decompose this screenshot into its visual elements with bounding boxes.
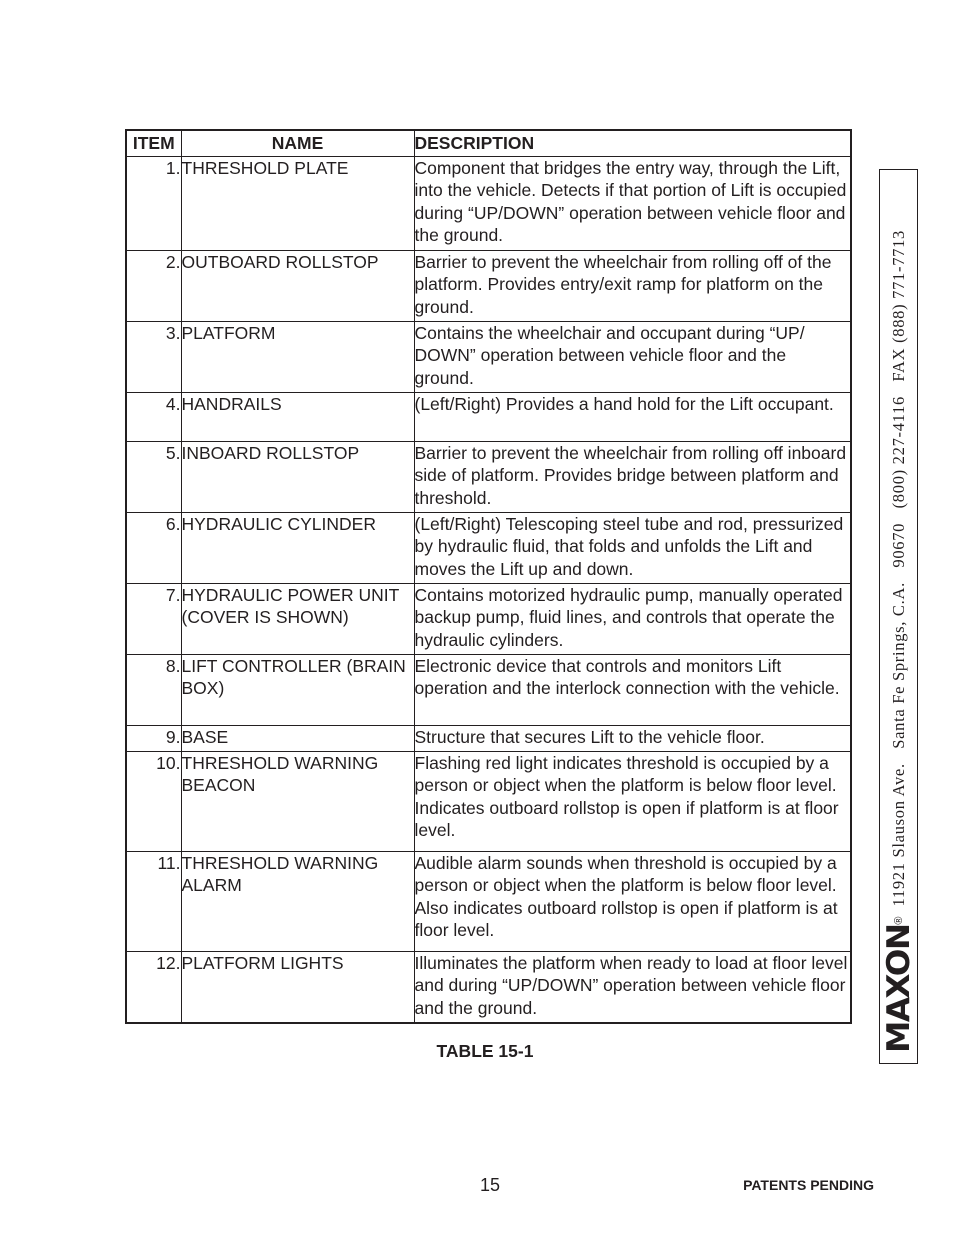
company-address: 11921 Slauson Ave. Santa Fe Springs, C.A. 90670 (800) 227-4116 FAX (888) 771-7713 — [888, 229, 908, 906]
item-name: PLATFORM LIGHTS — [181, 952, 414, 1023]
table-row — [126, 442, 851, 513]
item-description: Barrier to prevent the wheelchair from rolling off of the platform. Provides entry/exit ramp for platform on the ground. — [414, 251, 851, 322]
maxon-logo: MAXON — [880, 923, 916, 1053]
patents-pending-note: PATENTS PENDING — [743, 1177, 874, 1193]
item-description: Electronic device that controls and monitors Lift operation and the interlock connection with the vehicle. — [414, 655, 851, 726]
item-number: 7. — [126, 584, 181, 655]
registered-mark: ® — [892, 915, 905, 925]
table-row — [126, 726, 851, 752]
company-sidebar — [879, 169, 918, 1064]
item-description: Contains the wheelchair and occupant during “UP/ DOWN” operation between vehicle floor and the ground. — [414, 322, 851, 393]
table-row — [126, 157, 851, 251]
table-row — [126, 322, 851, 393]
item-number: 5. — [126, 442, 181, 513]
item-number: 10. — [126, 752, 181, 852]
item-name: LIFT CONTROLLER (BRAIN BOX) — [181, 655, 414, 726]
table-row — [126, 952, 851, 1023]
item-description: (Left/Right) Provides a hand hold for the Lift occupant. — [414, 393, 851, 442]
item-number: 6. — [126, 513, 181, 584]
item-number: 9. — [126, 726, 181, 752]
item-number: 3. — [126, 322, 181, 393]
item-number: 4. — [126, 393, 181, 442]
parts-table — [125, 129, 852, 1024]
table-row — [126, 393, 851, 442]
table-caption: TABLE 15-1 — [436, 1041, 534, 1061]
table-row — [126, 752, 851, 852]
item-name: PLATFORM — [181, 322, 414, 393]
table-row — [126, 584, 851, 655]
header-description: DESCRIPTION — [414, 130, 851, 157]
item-description: Illuminates the platform when ready to load at floor level and during “UP/DOWN” operation between vehicle floor and the ground. — [414, 952, 851, 1023]
page-number: 15 — [479, 1175, 501, 1195]
item-name: HANDRAILS — [181, 393, 414, 442]
item-description: Audible alarm sounds when threshold is occupied by a person or object when the platform is below floor level. Also indicates outboard rollstop is open if platform is at floor level. — [414, 852, 851, 952]
header-name: NAME — [181, 130, 414, 157]
table-row — [126, 251, 851, 322]
item-description: Structure that secures Lift to the vehicle floor. — [414, 726, 851, 752]
item-number: 2. — [126, 251, 181, 322]
item-description: Component that bridges the entry way, through the Lift, into the vehicle. Detects if that portion of Lift is occupied during “UP/DOWN” operation between vehicle floor and the ground. — [414, 157, 851, 251]
item-name: BASE — [181, 726, 414, 752]
item-name: HYDRAULIC POWER UNIT (COVER IS SHOWN) — [181, 584, 414, 655]
item-description: (Left/Right) Telescoping steel tube and rod, pressurized by hydraulic fluid, that folds and unfolds the Lift and moves the Lift up and down. — [414, 513, 851, 584]
item-description: Barrier to prevent the wheelchair from rolling off inboard side of platform. Provides bridge between platform and threshold. — [414, 442, 851, 513]
item-description: Flashing red light indicates threshold is occupied by a person or object when the platform is below floor level. Indicates outboard rollstop is open if platform is at floor level. — [414, 752, 851, 852]
item-number: 8. — [126, 655, 181, 726]
item-name: THRESHOLD WARNING ALARM — [181, 852, 414, 952]
table-row — [126, 655, 851, 726]
item-name: OUTBOARD ROLLSTOP — [181, 251, 414, 322]
table-row — [126, 513, 851, 584]
table-header-row — [126, 130, 851, 157]
item-number: 11. — [126, 852, 181, 952]
item-name: INBOARD ROLLSTOP — [181, 442, 414, 513]
item-number: 12. — [126, 952, 181, 1023]
item-name: THRESHOLD WARNING BEACON — [181, 752, 414, 852]
item-description: Contains motorized hydraulic pump, manually operated backup pump, fluid lines, and controls that operate the hydraulic cylinders. — [414, 584, 851, 655]
table-row — [126, 852, 851, 952]
header-item: ITEM — [126, 130, 181, 157]
item-name: THRESHOLD PLATE — [181, 157, 414, 251]
item-name: HYDRAULIC CYLINDER — [181, 513, 414, 584]
item-number: 1. — [126, 157, 181, 251]
